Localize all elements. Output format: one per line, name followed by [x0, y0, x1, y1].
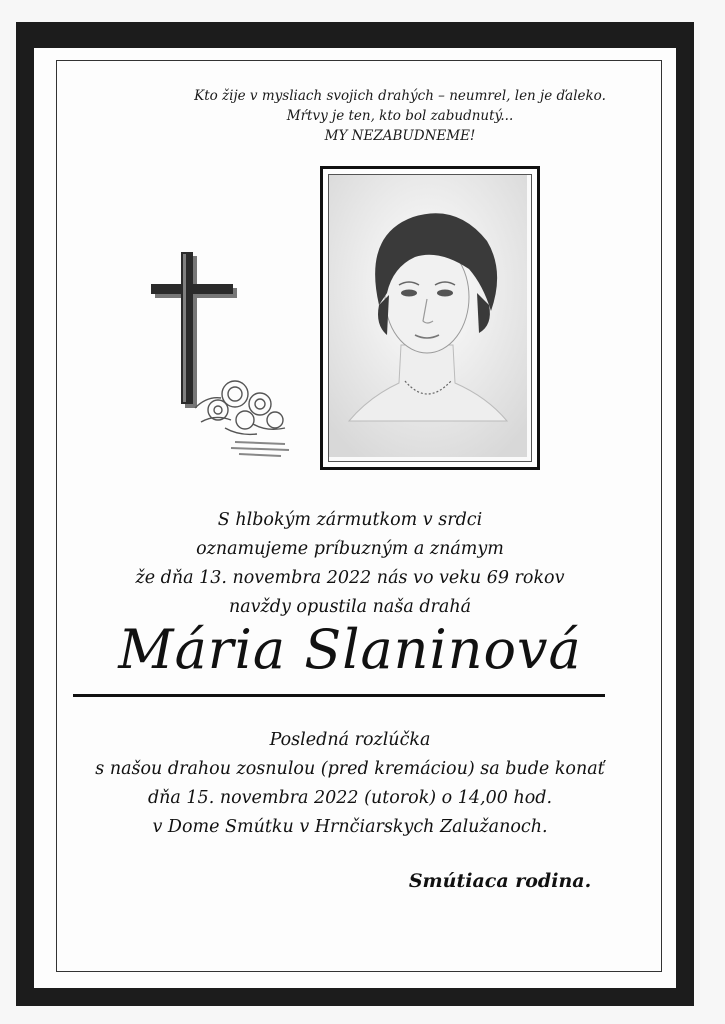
- funeral-details: [60, 726, 640, 842]
- portrait-photo: [328, 174, 532, 462]
- announcement-line-3: že dňa 13. novembra 2022 nás vo veku 69 rokov: [135, 568, 565, 588]
- quote-line-3: MY NEZABUDNEME!: [324, 128, 476, 144]
- death-announcement: [60, 506, 640, 622]
- cross-icon: [135, 228, 315, 478]
- quote-line-1: Kto žije v mysliach svojich drahých – neumrel, len je ďaleko.: [194, 88, 606, 104]
- cross-with-flowers: [135, 228, 315, 478]
- name-underline: [73, 694, 605, 697]
- farewell-line-3: dňa 15. novembra 2022 (utorok) o 14,00 hod.: [147, 788, 553, 808]
- family-signature: Smútiaca rodina.: [408, 870, 592, 892]
- farewell-line-1: Posledná rozlúčka: [269, 730, 431, 750]
- quote-line-2: Mŕtvy je ten, kto bol zabudnutý...: [286, 108, 514, 124]
- flowers-icon: [195, 381, 285, 434]
- announcement-line-1: S hlbokým zármutkom v srdci: [217, 510, 483, 530]
- portrait-photo-frame: [320, 166, 540, 470]
- announcement-line-2: oznamujeme príbuzným a známym: [196, 539, 504, 559]
- deceased-name: Mária Slaninová: [118, 618, 582, 681]
- farewell-line-4: v Dome Smútku v Hrnčiarskych Zalužanoch.: [152, 817, 548, 837]
- memorial-quote: [160, 86, 640, 146]
- announcement-line-4: navždy opustila naša drahá: [228, 597, 472, 617]
- farewell-line-2: s našou drahou zosnulou (pred kremáciou) sa bude konať: [95, 759, 605, 779]
